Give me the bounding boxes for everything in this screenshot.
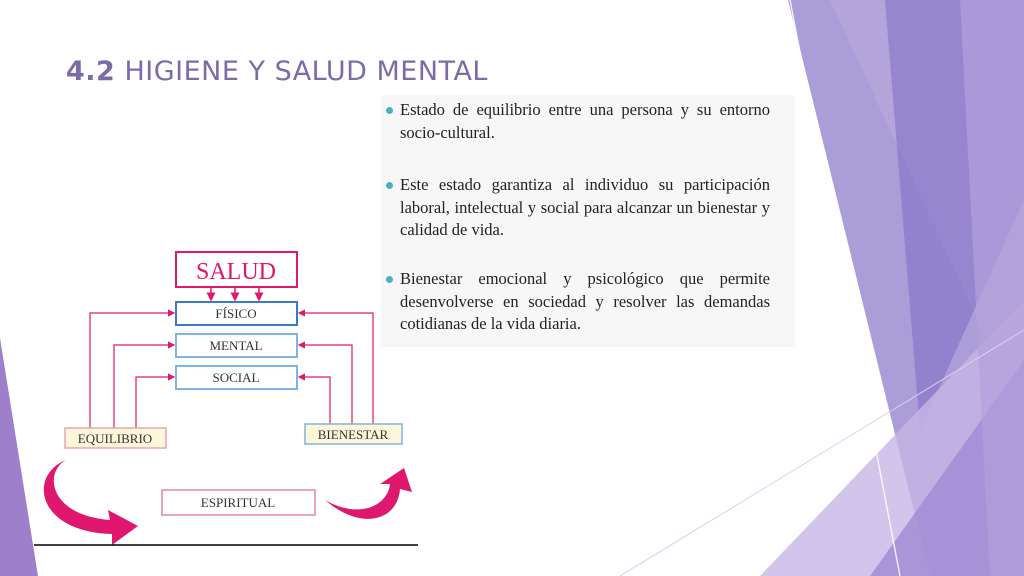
- bullet-item: Bienestar emocional y psicológico que permite desenvolverse en sociedad y resolver las demandas cotidianas de la vida diaria.: [400, 268, 770, 336]
- mental-label: MENTAL: [209, 338, 263, 353]
- bullet-item: Estado de equilibrio entre una persona y su entorno socio-cultural.: [400, 99, 770, 144]
- fisico-label: FÍSICO: [215, 306, 257, 321]
- bullet-item: Este estado garantiza al individuo su participación laboral, intelectual y social para alcanzar un bienestar y calidad de vida.: [400, 174, 770, 242]
- social-label: SOCIAL: [212, 370, 260, 385]
- bienestar-label: BIENESTAR: [317, 427, 389, 442]
- title-number: 4.2: [66, 56, 116, 87]
- curved-arrow-left-icon: [44, 460, 138, 545]
- salud-label: SALUD: [195, 259, 277, 285]
- curved-arrow-right-icon: [325, 468, 412, 519]
- equilibrio-label: EQUILIBRIO: [77, 431, 153, 446]
- espiritual-label: ESPIRITUAL: [200, 495, 276, 510]
- title-text: HIGIENE Y SALUD MENTAL: [124, 56, 488, 87]
